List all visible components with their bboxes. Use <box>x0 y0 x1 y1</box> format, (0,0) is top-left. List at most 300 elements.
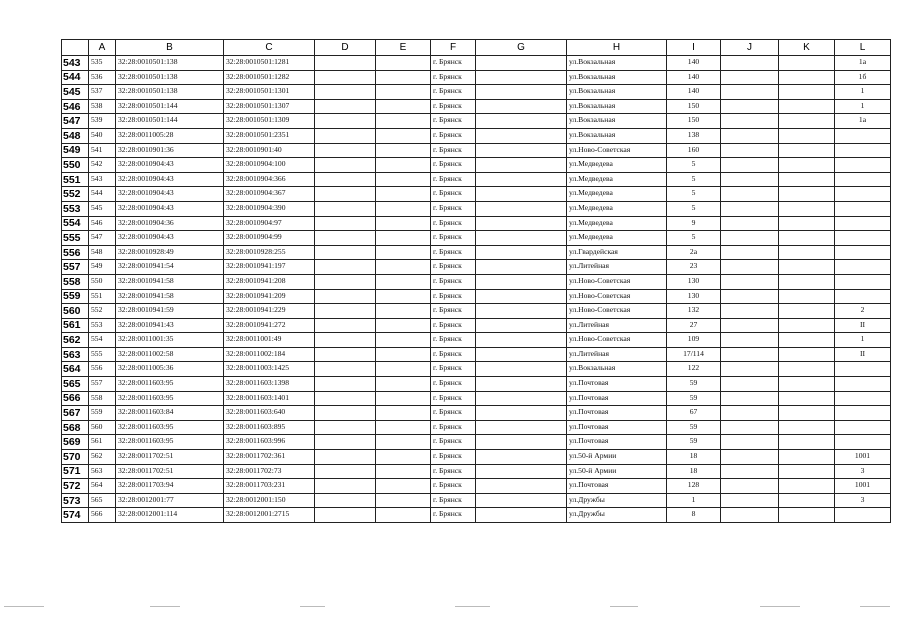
cell-d[interactable] <box>315 347 376 362</box>
cell-c[interactable]: 32:28:0011603:996 <box>224 435 315 450</box>
cell-c[interactable]: 32:28:0011603:640 <box>224 406 315 421</box>
cell-j[interactable] <box>721 260 779 275</box>
cell-f[interactable]: г. Брянск <box>431 56 476 71</box>
cell-b[interactable]: 32:28:0011005:36 <box>116 362 224 377</box>
cell-l[interactable] <box>835 406 891 421</box>
cell-c[interactable]: 32:28:0011702:361 <box>224 450 315 465</box>
cell-l[interactable]: II <box>835 318 891 333</box>
cell-i[interactable]: 59 <box>667 391 721 406</box>
row-number[interactable]: 574 <box>62 508 89 523</box>
cell-a[interactable]: 548 <box>89 245 116 260</box>
cell-h[interactable]: ул.Ново-Советская <box>567 274 667 289</box>
cell-g[interactable] <box>476 450 567 465</box>
cell-a[interactable]: 539 <box>89 114 116 129</box>
cell-l[interactable]: 1 <box>835 85 891 100</box>
cell-d[interactable] <box>315 128 376 143</box>
cell-b[interactable]: 32:28:0011702:51 <box>116 464 224 479</box>
cell-i[interactable]: 5 <box>667 158 721 173</box>
row-number[interactable]: 572 <box>62 479 89 494</box>
cell-f[interactable]: г. Брянск <box>431 99 476 114</box>
cell-g[interactable] <box>476 406 567 421</box>
cell-h[interactable]: ул.Литейная <box>567 347 667 362</box>
cell-h[interactable]: ул.Почтовая <box>567 377 667 392</box>
cell-f[interactable]: г. Брянск <box>431 216 476 231</box>
cell-a[interactable]: 544 <box>89 187 116 202</box>
cell-c[interactable]: 32:28:0010941:208 <box>224 274 315 289</box>
cell-c[interactable]: 32:28:0011703:231 <box>224 479 315 494</box>
cell-i[interactable]: 5 <box>667 187 721 202</box>
cell-a[interactable]: 566 <box>89 508 116 523</box>
cell-j[interactable] <box>721 304 779 319</box>
cell-k[interactable] <box>779 479 835 494</box>
cell-l[interactable] <box>835 216 891 231</box>
cell-g[interactable] <box>476 508 567 523</box>
cell-c[interactable]: 32:28:0010501:1307 <box>224 99 315 114</box>
cell-d[interactable] <box>315 231 376 246</box>
cell-a[interactable]: 542 <box>89 158 116 173</box>
cell-f[interactable]: г. Брянск <box>431 85 476 100</box>
cell-a[interactable]: 556 <box>89 362 116 377</box>
cell-g[interactable] <box>476 274 567 289</box>
cell-l[interactable] <box>835 172 891 187</box>
cell-i[interactable]: 122 <box>667 362 721 377</box>
cell-i[interactable]: 27 <box>667 318 721 333</box>
cell-e[interactable] <box>376 114 431 129</box>
cell-f[interactable]: г. Брянск <box>431 464 476 479</box>
cell-c[interactable]: 32:28:0010941:197 <box>224 260 315 275</box>
cell-i[interactable]: 150 <box>667 99 721 114</box>
cell-c[interactable]: 32:28:0010941:229 <box>224 304 315 319</box>
cell-f[interactable]: г. Брянск <box>431 172 476 187</box>
cell-j[interactable] <box>721 216 779 231</box>
cell-g[interactable] <box>476 464 567 479</box>
cell-b[interactable]: 32:28:0010941:58 <box>116 289 224 304</box>
cell-d[interactable] <box>315 377 376 392</box>
cell-a[interactable]: 546 <box>89 216 116 231</box>
cell-b[interactable]: 32:28:0011603:95 <box>116 377 224 392</box>
row-number[interactable]: 561 <box>62 318 89 333</box>
cell-h[interactable]: ул.Медведева <box>567 216 667 231</box>
cell-c[interactable]: 32:28:0011603:1398 <box>224 377 315 392</box>
cell-k[interactable] <box>779 420 835 435</box>
cell-f[interactable]: г. Брянск <box>431 245 476 260</box>
cell-g[interactable] <box>476 245 567 260</box>
cell-i[interactable]: 59 <box>667 420 721 435</box>
cell-c[interactable]: 32:28:0010941:209 <box>224 289 315 304</box>
cell-i[interactable]: 59 <box>667 435 721 450</box>
cell-c[interactable]: 32:28:0011702:73 <box>224 464 315 479</box>
cell-i[interactable]: 130 <box>667 289 721 304</box>
cell-a[interactable]: 550 <box>89 274 116 289</box>
cell-l[interactable]: 1 <box>835 333 891 348</box>
cell-j[interactable] <box>721 187 779 202</box>
cell-f[interactable]: г. Брянск <box>431 231 476 246</box>
cell-i[interactable]: 132 <box>667 304 721 319</box>
cell-g[interactable] <box>476 333 567 348</box>
cell-h[interactable]: ул.50-й Армии <box>567 464 667 479</box>
cell-c[interactable]: 32:28:0010501:1281 <box>224 56 315 71</box>
cell-l[interactable] <box>835 260 891 275</box>
cell-b[interactable]: 32:28:0011603:84 <box>116 406 224 421</box>
cell-i[interactable]: 138 <box>667 128 721 143</box>
cell-k[interactable] <box>779 172 835 187</box>
cell-i[interactable]: 5 <box>667 231 721 246</box>
cell-j[interactable] <box>721 362 779 377</box>
cell-d[interactable] <box>315 508 376 523</box>
cell-c[interactable]: 32:28:0010904:100 <box>224 158 315 173</box>
cell-k[interactable] <box>779 318 835 333</box>
cell-j[interactable] <box>721 56 779 71</box>
cell-d[interactable] <box>315 362 376 377</box>
cell-i[interactable]: 150 <box>667 114 721 129</box>
row-number[interactable]: 549 <box>62 143 89 158</box>
cell-c[interactable]: 32:28:0010901:40 <box>224 143 315 158</box>
cell-f[interactable]: г. Брянск <box>431 493 476 508</box>
cell-k[interactable] <box>779 493 835 508</box>
cell-i[interactable]: 5 <box>667 201 721 216</box>
cell-c[interactable]: 32:28:0010904:390 <box>224 201 315 216</box>
cell-k[interactable] <box>779 114 835 129</box>
cell-f[interactable]: г. Брянск <box>431 377 476 392</box>
cell-j[interactable] <box>721 450 779 465</box>
cell-k[interactable] <box>779 377 835 392</box>
cell-h[interactable]: ул.Ново-Советская <box>567 304 667 319</box>
cell-h[interactable]: ул.Гвардейская <box>567 245 667 260</box>
cell-k[interactable] <box>779 231 835 246</box>
cell-j[interactable] <box>721 158 779 173</box>
cell-l[interactable]: 3 <box>835 493 891 508</box>
cell-a[interactable]: 541 <box>89 143 116 158</box>
cell-f[interactable]: г. Брянск <box>431 391 476 406</box>
cell-c[interactable]: 32:28:0010904:367 <box>224 187 315 202</box>
cell-l[interactable] <box>835 158 891 173</box>
cell-c[interactable]: 32:28:0011003:1425 <box>224 362 315 377</box>
cell-e[interactable] <box>376 391 431 406</box>
cell-g[interactable] <box>476 420 567 435</box>
cell-i[interactable]: 18 <box>667 464 721 479</box>
cell-g[interactable] <box>476 158 567 173</box>
cell-j[interactable] <box>721 201 779 216</box>
cell-f[interactable]: г. Брянск <box>431 450 476 465</box>
cell-e[interactable] <box>376 70 431 85</box>
cell-d[interactable] <box>315 479 376 494</box>
row-number[interactable]: 570 <box>62 450 89 465</box>
cell-e[interactable] <box>376 85 431 100</box>
cell-g[interactable] <box>476 187 567 202</box>
cell-j[interactable] <box>721 114 779 129</box>
cell-h[interactable]: ул.Почтовая <box>567 391 667 406</box>
cell-e[interactable] <box>376 260 431 275</box>
cell-h[interactable]: ул.Дружбы <box>567 493 667 508</box>
cell-j[interactable] <box>721 347 779 362</box>
cell-c[interactable]: 32:28:0010928:255 <box>224 245 315 260</box>
cell-b[interactable]: 32:28:0010904:43 <box>116 172 224 187</box>
cell-e[interactable] <box>376 450 431 465</box>
cell-j[interactable] <box>721 245 779 260</box>
cell-e[interactable] <box>376 128 431 143</box>
cell-a[interactable]: 540 <box>89 128 116 143</box>
cell-d[interactable] <box>315 99 376 114</box>
cell-k[interactable] <box>779 347 835 362</box>
cell-d[interactable] <box>315 464 376 479</box>
cell-l[interactable] <box>835 377 891 392</box>
row-number[interactable]: 545 <box>62 85 89 100</box>
cell-l[interactable] <box>835 231 891 246</box>
cell-b[interactable]: 32:28:0011603:95 <box>116 420 224 435</box>
cell-d[interactable] <box>315 56 376 71</box>
cell-k[interactable] <box>779 464 835 479</box>
cell-e[interactable] <box>376 493 431 508</box>
cell-c[interactable]: 32:28:0012001:2715 <box>224 508 315 523</box>
cell-j[interactable] <box>721 406 779 421</box>
cell-h[interactable]: ул.Медведева <box>567 201 667 216</box>
cell-d[interactable] <box>315 187 376 202</box>
cell-a[interactable]: 535 <box>89 56 116 71</box>
cell-e[interactable] <box>376 420 431 435</box>
cell-j[interactable] <box>721 172 779 187</box>
cell-g[interactable] <box>476 347 567 362</box>
cell-a[interactable]: 559 <box>89 406 116 421</box>
cell-e[interactable] <box>376 143 431 158</box>
cell-k[interactable] <box>779 143 835 158</box>
cell-g[interactable] <box>476 85 567 100</box>
cell-i[interactable]: 109 <box>667 333 721 348</box>
cell-i[interactable]: 8 <box>667 508 721 523</box>
cell-e[interactable] <box>376 289 431 304</box>
cell-j[interactable] <box>721 289 779 304</box>
cell-a[interactable]: 564 <box>89 479 116 494</box>
row-number[interactable]: 569 <box>62 435 89 450</box>
cell-a[interactable]: 543 <box>89 172 116 187</box>
cell-i[interactable]: 128 <box>667 479 721 494</box>
cell-h[interactable]: ул.Вокзальная <box>567 56 667 71</box>
row-number[interactable]: 552 <box>62 187 89 202</box>
cell-i[interactable]: 140 <box>667 56 721 71</box>
cell-b[interactable]: 32:28:0010904:43 <box>116 231 224 246</box>
cell-l[interactable] <box>835 362 891 377</box>
cell-c[interactable]: 32:28:0010904:366 <box>224 172 315 187</box>
cell-e[interactable] <box>376 406 431 421</box>
cell-b[interactable]: 32:28:0011703:94 <box>116 479 224 494</box>
cell-d[interactable] <box>315 158 376 173</box>
cell-a[interactable]: 551 <box>89 289 116 304</box>
cell-e[interactable] <box>376 158 431 173</box>
cell-d[interactable] <box>315 333 376 348</box>
cell-i[interactable]: 23 <box>667 260 721 275</box>
cell-k[interactable] <box>779 128 835 143</box>
cell-g[interactable] <box>476 56 567 71</box>
cell-i[interactable]: 59 <box>667 377 721 392</box>
cell-a[interactable]: 554 <box>89 333 116 348</box>
cell-j[interactable] <box>721 435 779 450</box>
cell-b[interactable]: 32:28:0010501:144 <box>116 114 224 129</box>
cell-h[interactable]: ул.Литейная <box>567 260 667 275</box>
cell-j[interactable] <box>721 479 779 494</box>
cell-h[interactable]: ул.50-й Армии <box>567 450 667 465</box>
cell-k[interactable] <box>779 70 835 85</box>
cell-d[interactable] <box>315 420 376 435</box>
cell-f[interactable]: г. Брянск <box>431 201 476 216</box>
cell-b[interactable]: 32:28:0010501:138 <box>116 56 224 71</box>
cell-d[interactable] <box>315 435 376 450</box>
cell-h[interactable]: ул.Почтовая <box>567 479 667 494</box>
cell-k[interactable] <box>779 333 835 348</box>
cell-e[interactable] <box>376 479 431 494</box>
cell-g[interactable] <box>476 362 567 377</box>
cell-d[interactable] <box>315 304 376 319</box>
cell-g[interactable] <box>476 304 567 319</box>
cell-d[interactable] <box>315 274 376 289</box>
row-number[interactable]: 571 <box>62 464 89 479</box>
cell-i[interactable]: 18 <box>667 450 721 465</box>
cell-d[interactable] <box>315 216 376 231</box>
cell-l[interactable] <box>835 245 891 260</box>
cell-e[interactable] <box>376 99 431 114</box>
cell-g[interactable] <box>476 231 567 246</box>
cell-f[interactable]: г. Брянск <box>431 289 476 304</box>
cell-b[interactable]: 32:28:0011702:51 <box>116 450 224 465</box>
cell-c[interactable]: 32:28:0010501:1309 <box>224 114 315 129</box>
cell-l[interactable]: 1001 <box>835 450 891 465</box>
cell-j[interactable] <box>721 231 779 246</box>
cell-d[interactable] <box>315 143 376 158</box>
cell-a[interactable]: 558 <box>89 391 116 406</box>
cell-g[interactable] <box>476 114 567 129</box>
cell-i[interactable]: 1 <box>667 493 721 508</box>
cell-a[interactable]: 563 <box>89 464 116 479</box>
cell-f[interactable]: г. Брянск <box>431 318 476 333</box>
cell-j[interactable] <box>721 333 779 348</box>
cell-b[interactable]: 32:28:0010901:36 <box>116 143 224 158</box>
cell-h[interactable]: ул.Ново-Советская <box>567 333 667 348</box>
cell-j[interactable] <box>721 420 779 435</box>
cell-f[interactable]: г. Брянск <box>431 435 476 450</box>
cell-b[interactable]: 32:28:0012001:77 <box>116 493 224 508</box>
cell-g[interactable] <box>476 435 567 450</box>
cell-f[interactable]: г. Брянск <box>431 347 476 362</box>
cell-j[interactable] <box>721 128 779 143</box>
row-number[interactable]: 565 <box>62 377 89 392</box>
cell-l[interactable] <box>835 274 891 289</box>
cell-g[interactable] <box>476 479 567 494</box>
cell-b[interactable]: 32:28:0012001:114 <box>116 508 224 523</box>
cell-j[interactable] <box>721 85 779 100</box>
row-number[interactable]: 555 <box>62 231 89 246</box>
row-number[interactable]: 573 <box>62 493 89 508</box>
cell-h[interactable]: ул.Ново-Советская <box>567 289 667 304</box>
row-number[interactable]: 547 <box>62 114 89 129</box>
cell-j[interactable] <box>721 274 779 289</box>
row-number[interactable]: 543 <box>62 56 89 71</box>
row-number[interactable]: 553 <box>62 201 89 216</box>
cell-h[interactable]: ул.Вокзальная <box>567 85 667 100</box>
cell-d[interactable] <box>315 318 376 333</box>
cell-i[interactable]: 67 <box>667 406 721 421</box>
cell-g[interactable] <box>476 318 567 333</box>
cell-k[interactable] <box>779 56 835 71</box>
row-number[interactable]: 566 <box>62 391 89 406</box>
cell-i[interactable]: 140 <box>667 70 721 85</box>
cell-k[interactable] <box>779 216 835 231</box>
cell-h[interactable]: ул.Вокзальная <box>567 114 667 129</box>
cell-d[interactable] <box>315 406 376 421</box>
cell-k[interactable] <box>779 304 835 319</box>
cell-g[interactable] <box>476 201 567 216</box>
cell-d[interactable] <box>315 85 376 100</box>
cell-b[interactable]: 32:28:0010904:43 <box>116 158 224 173</box>
cell-h[interactable]: ул.Литейная <box>567 318 667 333</box>
cell-c[interactable]: 32:28:0010941:272 <box>224 318 315 333</box>
cell-b[interactable]: 32:28:0010904:43 <box>116 201 224 216</box>
cell-l[interactable] <box>835 508 891 523</box>
cell-a[interactable]: 549 <box>89 260 116 275</box>
cell-g[interactable] <box>476 260 567 275</box>
cell-a[interactable]: 536 <box>89 70 116 85</box>
cell-l[interactable]: 1б <box>835 70 891 85</box>
cell-l[interactable]: 1 <box>835 99 891 114</box>
cell-l[interactable] <box>835 143 891 158</box>
cell-c[interactable]: 32:28:0011603:895 <box>224 420 315 435</box>
cell-a[interactable]: 562 <box>89 450 116 465</box>
row-number[interactable]: 563 <box>62 347 89 362</box>
cell-k[interactable] <box>779 289 835 304</box>
cell-b[interactable]: 32:28:0010904:43 <box>116 187 224 202</box>
cell-f[interactable]: г. Брянск <box>431 420 476 435</box>
cell-j[interactable] <box>721 70 779 85</box>
cell-a[interactable]: 545 <box>89 201 116 216</box>
cell-g[interactable] <box>476 377 567 392</box>
cell-e[interactable] <box>376 464 431 479</box>
cell-f[interactable]: г. Брянск <box>431 479 476 494</box>
cell-g[interactable] <box>476 493 567 508</box>
cell-h[interactable]: ул.Медведева <box>567 158 667 173</box>
cell-e[interactable] <box>376 201 431 216</box>
cell-g[interactable] <box>476 391 567 406</box>
cell-j[interactable] <box>721 377 779 392</box>
cell-j[interactable] <box>721 508 779 523</box>
cell-g[interactable] <box>476 99 567 114</box>
cell-a[interactable]: 555 <box>89 347 116 362</box>
cell-k[interactable] <box>779 435 835 450</box>
cell-j[interactable] <box>721 318 779 333</box>
cell-f[interactable]: г. Брянск <box>431 187 476 202</box>
cell-k[interactable] <box>779 158 835 173</box>
cell-b[interactable]: 32:28:0011001:35 <box>116 333 224 348</box>
cell-k[interactable] <box>779 99 835 114</box>
cell-k[interactable] <box>779 406 835 421</box>
row-number[interactable]: 550 <box>62 158 89 173</box>
cell-l[interactable] <box>835 435 891 450</box>
cell-c[interactable]: 32:28:0010904:99 <box>224 231 315 246</box>
cell-b[interactable]: 32:28:0010941:54 <box>116 260 224 275</box>
cell-g[interactable] <box>476 216 567 231</box>
cell-b[interactable]: 32:28:0010501:138 <box>116 70 224 85</box>
cell-j[interactable] <box>721 391 779 406</box>
cell-k[interactable] <box>779 362 835 377</box>
cell-b[interactable]: 32:28:0010501:144 <box>116 99 224 114</box>
cell-a[interactable]: 537 <box>89 85 116 100</box>
cell-l[interactable]: 1001 <box>835 479 891 494</box>
cell-c[interactable]: 32:28:0010501:1282 <box>224 70 315 85</box>
cell-l[interactable] <box>835 128 891 143</box>
cell-f[interactable]: г. Брянск <box>431 406 476 421</box>
cell-f[interactable]: г. Брянск <box>431 128 476 143</box>
cell-g[interactable] <box>476 70 567 85</box>
cell-g[interactable] <box>476 289 567 304</box>
cell-i[interactable]: 130 <box>667 274 721 289</box>
cell-e[interactable] <box>376 377 431 392</box>
cell-b[interactable]: 32:28:0010904:36 <box>116 216 224 231</box>
